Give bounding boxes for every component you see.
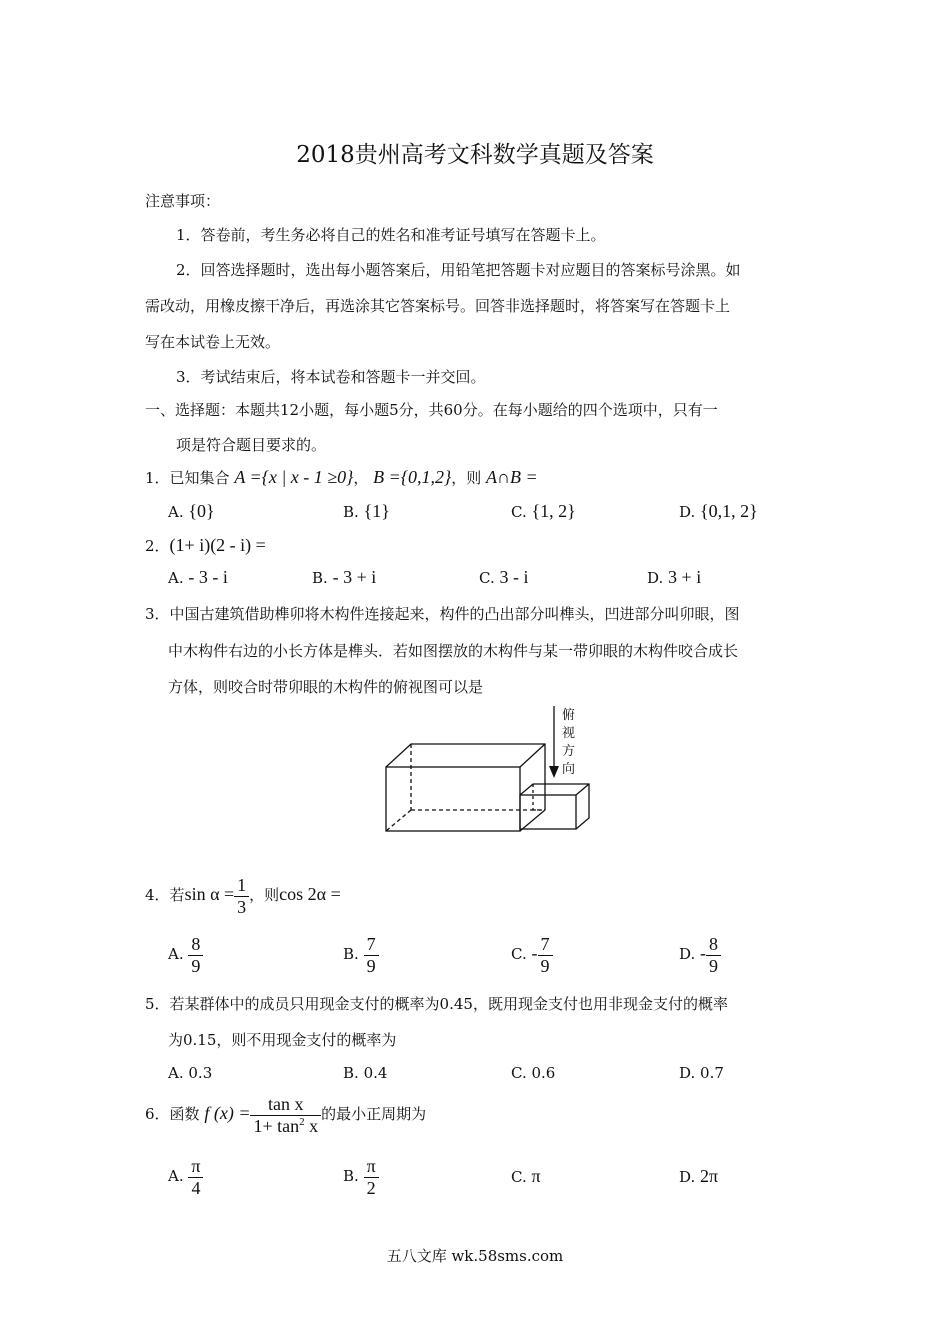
option-value: {1, 2} bbox=[531, 501, 576, 521]
option-label: A. bbox=[168, 1064, 184, 1082]
fraction-denominator bbox=[250, 1116, 321, 1137]
q6-option-d bbox=[679, 1166, 718, 1187]
fraction-denominator: 9 bbox=[366, 955, 376, 976]
page-title: 2018贵州高考文科数学真题及答案 bbox=[296, 142, 654, 168]
arrow-head bbox=[549, 766, 559, 778]
option-label: B. bbox=[343, 503, 359, 521]
option-sign: - bbox=[531, 943, 538, 964]
q1-expr: A∩B = bbox=[486, 467, 538, 487]
option-label: D. bbox=[647, 569, 664, 587]
q6-prefix: 函数 bbox=[169, 1105, 200, 1124]
q4-option-d bbox=[679, 934, 721, 976]
q6-lhs: f (x) = bbox=[204, 1103, 251, 1124]
option-value: 0.6 bbox=[531, 1064, 556, 1082]
large-box-edge bbox=[520, 744, 545, 767]
option-value: 3 + i bbox=[668, 567, 702, 587]
option-label: C. bbox=[511, 945, 527, 964]
question-3-line-1 bbox=[145, 603, 740, 624]
question-5-line-1 bbox=[145, 993, 728, 1014]
q5-option-a bbox=[168, 1064, 212, 1082]
question-1 bbox=[145, 467, 538, 488]
option-value: - 3 + i bbox=[332, 567, 377, 587]
question-2 bbox=[145, 535, 266, 556]
q5-option-b bbox=[343, 1064, 387, 1082]
option-label: B. bbox=[343, 1064, 359, 1082]
q6-option-b bbox=[343, 1156, 379, 1198]
fraction-denominator: 3 bbox=[237, 896, 247, 917]
option-value: 0.7 bbox=[700, 1064, 724, 1082]
option-label: D. bbox=[679, 503, 696, 521]
option-value: 0.4 bbox=[363, 1064, 388, 1082]
figure-label-char: 视 bbox=[562, 726, 576, 741]
q1-number: 1． bbox=[145, 469, 170, 487]
fraction-numerator: 7 bbox=[364, 934, 379, 956]
q1-sep: ， bbox=[353, 469, 369, 487]
option-value: 0.3 bbox=[188, 1064, 213, 1082]
figure-label-char: 俯 bbox=[562, 708, 576, 723]
q4-option-c bbox=[511, 934, 553, 976]
tenon-edge bbox=[576, 784, 589, 795]
option-sign: - bbox=[700, 943, 707, 964]
fraction-numerator: π bbox=[188, 1156, 203, 1178]
q2-option-a bbox=[168, 567, 228, 588]
fraction-numerator: 1 bbox=[234, 875, 249, 897]
option-label: C. bbox=[511, 503, 527, 521]
option-label: C. bbox=[511, 1168, 527, 1186]
section-1-line-1: 一、选择题：本题共12小题，每小题5分，共60分。在每小题给的四个选项中，只有一 bbox=[145, 401, 718, 419]
q2-number: 2． bbox=[145, 537, 170, 555]
q3-number: 3． bbox=[145, 605, 170, 623]
q1-prefix: 已知集合 bbox=[169, 469, 230, 487]
den-part: x bbox=[304, 1115, 319, 1136]
option-value: - 3 - i bbox=[188, 567, 228, 587]
notice-item-2-line-2: 需改动，用橡皮擦干净后，再选涂其它答案标号。回答非选择题时，将答案写在答题卡上 bbox=[145, 297, 731, 315]
large-box-hidden-edge bbox=[386, 810, 411, 831]
option-label: D. bbox=[679, 945, 696, 964]
q1-option-b bbox=[343, 501, 390, 522]
q5-option-c bbox=[511, 1064, 555, 1082]
q6-option-c bbox=[511, 1166, 541, 1187]
section-1-line-2: 项是符合题目要求的。 bbox=[176, 436, 327, 454]
option-label: C. bbox=[511, 1064, 527, 1082]
q4-if: 若 bbox=[169, 886, 185, 905]
option-value: {0} bbox=[188, 501, 215, 521]
fraction-denominator: 9 bbox=[709, 955, 719, 976]
notice-item-1: 1．答卷前，考生务必将自己的姓名和准考证号填写在答题卡上。 bbox=[176, 226, 606, 244]
q4-option-b bbox=[343, 934, 379, 976]
large-box-top-side bbox=[386, 744, 545, 831]
figure-label-char: 向 bbox=[562, 762, 576, 777]
notice-heading: 注意事项： bbox=[145, 192, 221, 210]
q4-fraction bbox=[234, 875, 249, 917]
q4-rhs: cos 2α = bbox=[279, 884, 341, 905]
q6-option-a bbox=[168, 1156, 203, 1198]
option-value: {0,1, 2} bbox=[700, 501, 758, 521]
option-label: B. bbox=[343, 945, 359, 964]
q4-lhs: sin α = bbox=[184, 884, 235, 905]
option-label: B. bbox=[312, 569, 328, 587]
option-value: 2π bbox=[700, 1166, 719, 1186]
q1-option-d bbox=[679, 501, 758, 522]
q2-option-b bbox=[312, 567, 376, 588]
q6-fraction bbox=[250, 1094, 321, 1136]
q1-option-a bbox=[168, 501, 215, 522]
option-label: A. bbox=[168, 569, 184, 587]
option-value: {1} bbox=[363, 501, 390, 521]
q5-option-d bbox=[679, 1064, 724, 1082]
notice-item-2-line-1: 2．回答选择题时，选出每小题答案后，用铅笔把答题卡对应题目的答案标号涂黑。如 bbox=[176, 261, 741, 279]
q4-then: ，则 bbox=[249, 886, 280, 905]
fraction-numerator: 8 bbox=[706, 934, 721, 956]
option-value: 3 - i bbox=[499, 567, 529, 587]
option-label: A. bbox=[168, 1167, 184, 1186]
option-label: A. bbox=[168, 503, 184, 521]
question-6 bbox=[145, 1094, 426, 1136]
q3-text-1: 中国古建筑借助榫卯将木构件连接起来，构件的凸出部分叫榫头，凹进部分叫卯眼，图 bbox=[169, 605, 740, 623]
q4-number: 4． bbox=[145, 886, 170, 905]
notice-item-2-line-3: 写在本试卷上无效。 bbox=[145, 333, 281, 351]
q4-option-a bbox=[168, 934, 203, 976]
q1-option-c bbox=[511, 501, 576, 522]
large-box-front bbox=[386, 767, 520, 831]
notice-item-3: 3．考试结束后，将本试卷和答题卡一并交回。 bbox=[176, 368, 486, 386]
q1-mid: ，则 bbox=[451, 469, 482, 487]
footer-watermark: 五八文库 wk.58sms.com bbox=[386, 1247, 564, 1265]
option-label: A. bbox=[168, 945, 184, 964]
option-label: D. bbox=[679, 1064, 696, 1082]
q2-option-c bbox=[479, 567, 529, 588]
den-exponent: 2 bbox=[299, 1115, 305, 1128]
fraction-denominator: 9 bbox=[191, 955, 201, 976]
fraction-numerator: 8 bbox=[188, 934, 203, 956]
option-label: B. bbox=[343, 1167, 359, 1186]
figure-label-char: 方 bbox=[562, 744, 576, 759]
mortise-tenon-figure bbox=[380, 700, 610, 840]
option-label: D. bbox=[679, 1168, 696, 1186]
question-3-line-2: 中木构件右边的小长方体是榫头．若如图摆放的木构件与某一带卯眼的木构件咬合成长 bbox=[168, 642, 739, 660]
den-part: 1+ tan bbox=[253, 1115, 300, 1136]
fraction-numerator: tan x bbox=[250, 1094, 321, 1116]
option-value: π bbox=[531, 1166, 541, 1186]
q2-expr: (1+ i)(2 - i) = bbox=[169, 535, 266, 555]
q5-text-1: 若某群体中的成员只用现金支付的概率为0.45，既用现金支付也用非现金支付的概率 bbox=[169, 995, 728, 1013]
fraction-numerator: π bbox=[364, 1156, 379, 1178]
fraction-denominator: 2 bbox=[366, 1177, 376, 1198]
fraction-denominator: 9 bbox=[540, 955, 550, 976]
q2-option-d bbox=[647, 567, 701, 588]
q1-set-a: A ={x | x - 1 ≥0} bbox=[234, 467, 354, 487]
q1-set-b: B ={0,1,2} bbox=[373, 467, 452, 487]
question-3-line-3: 方体，则咬合时带卯眼的木构件的俯视图可以是 bbox=[168, 678, 484, 696]
q5-number: 5． bbox=[145, 995, 170, 1013]
fraction-numerator: 7 bbox=[538, 934, 553, 956]
question-5-line-2: 为0.15，则不用现金支付的概率为 bbox=[168, 1031, 397, 1049]
question-4 bbox=[145, 875, 341, 917]
q6-number: 6． bbox=[145, 1105, 170, 1124]
option-label: C. bbox=[479, 569, 495, 587]
q6-suffix: 的最小正周期为 bbox=[321, 1105, 427, 1124]
fraction-denominator: 4 bbox=[191, 1177, 201, 1198]
